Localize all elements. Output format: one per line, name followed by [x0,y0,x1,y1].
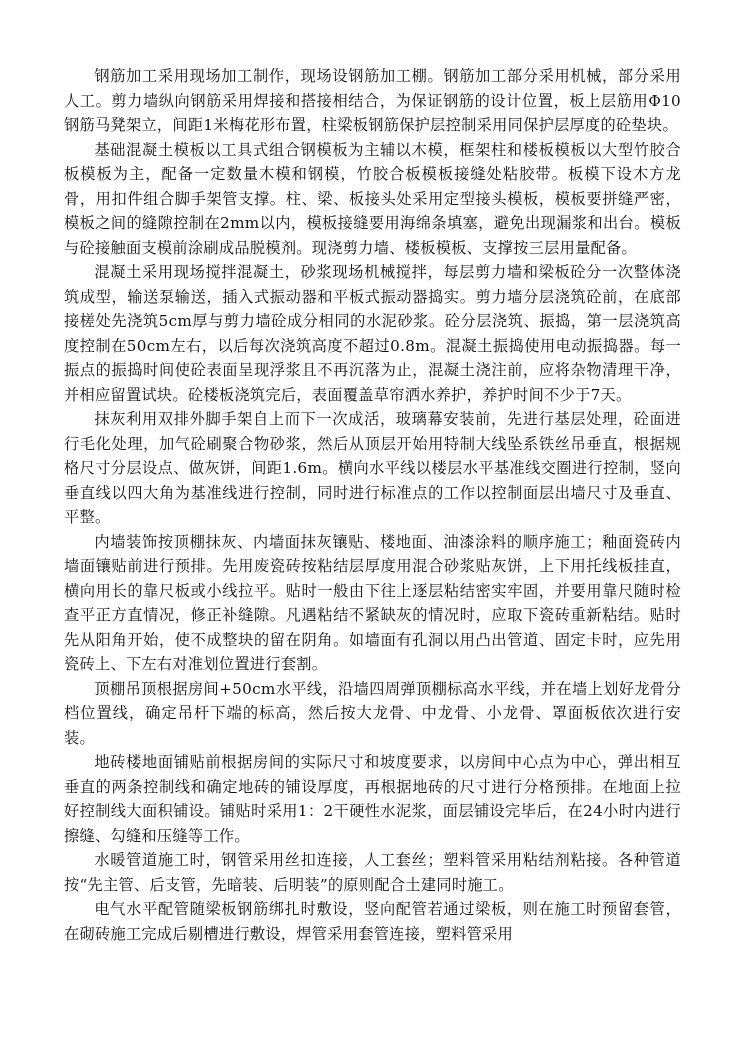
paragraph-concrete: 混凝土采用现场搅拌混凝土，砂浆现场机械搅拌，每层剪力墙和梁板砼分一次整体浇筑成型，输送泵输送，插入式振动器和平板式振动器捣实。剪力墙分层浇筑砼前，在底部接槎处先浇筑5cm厚与剪力墙砼成分相同的水泥砂浆。砼分层浇筑、振捣，第一层浇筑高度控制在50cm左右，以后每次浇筑高度不超过0.8m。混凝土振捣使用电动振捣器。每一振点的振捣时间使砼表面呈现浮浆且不再沉落为止，混凝土浇注前，应将杂物清理干净，并相应留置试块。砼楼板浇筑完后，表面覆盖草帘洒水养护，养护时间不少于7天。 [64,263,681,404]
paragraph-plumbing: 水暖管道施工时，钢管采用丝扣连接，人工套丝；塑料管采用粘结剂粘接。各种管道按“先主管、后支管，先暗装、后明装”的原则配合土建同时施工。 [64,851,681,894]
paragraph-interior-finishing: 内墙装饰按顶棚抹灰、内墙面抹灰镶贴、楼地面、油漆涂料的顺序施工；釉面瓷砖内墙面镶贴前进行预排。先用废瓷砖按粘结层厚度用混合砂浆贴灰饼，上下用托线板挂直，横向用长的靠尺板或小线拉平。贴时一般由下往上逐层粘结密实牢固，并要用靠尺随时检查平正方直情况，修正补缝隙。凡遇粘结不紧缺灰的情况时，应取下瓷砖重新粘结。贴时先从阳角开始，使不成整块的留在阴角。如墙面有孔洞以用凸出管道、固定卡时，应先用瓷砖上、下左右对准划位置进行套割。 [64,532,681,673]
paragraph-electrical: 电气水平配管随梁板钢筋绑扎时敷设，竖向配管若通过梁板，则在施工时预留套管，在砌砖施工完成后剔槽进行敷设，焊管采用套管连接，塑料管采用 [64,900,681,943]
paragraph-rebar-processing: 钢筋加工采用现场加工制作，现场设钢筋加工棚。钢筋加工部分采用机械，部分采用人工。剪力墙纵向钢筋采用焊接和搭接相结合，为保证钢筋的设计位置，板上层筋用Φ10钢筋马凳架立，间距1米梅花形布置，柱梁板钢筋保护层控制采用同保护层厚度的砼垫块。 [64,67,681,134]
paragraph-plastering: 抹灰利用双排外脚手架自上而下一次成活，玻璃幕安装前，先进行基层处理，砼面进行毛化处理，加气砼刷聚合物砂浆，然后从顶层开始用特制大线坠系铁丝吊垂直，根据规格尺寸分层设点、做灰饼，间距1.6m。横向水平线以楼层水平基准线交圈进行控制，竖向垂直线以四大角为基准线进行控制，同时进行标准点的工作以控制面层出墙尺寸及垂直、平整。 [64,410,681,526]
paragraph-ceiling: 顶棚吊顶根据房间+50cm水平线，沿墙四周弹顶棚标高水平线，并在墙上划好龙骨分档位置线，确定吊杆下端的标高，然后按大龙骨、中龙骨、小龙骨、罩面板依次进行安装。 [64,679,681,747]
paragraph-formwork: 基础混凝土模板以工具式组合钢模板为主辅以木模，框架柱和楼板模板以大型竹胶合板模板为主，配备一定数量木模和钢模，竹胶合板模板接缝处粘胶带。板模下设木方龙骨，用扣件组合脚手架管支撑。柱、梁、板接头处采用定型接头模板，模板要拼缝严密，模板之间的缝隙控制在2mm以内，模板接缝要用海绵条填塞，避免出现漏浆和出台。模板与砼接触面支模前涂刷成品脱模剂。现浇剪力墙、楼板模板、支撑按三层用量配备。 [64,140,681,257]
paragraph-floor-tiles: 地砖楼地面铺贴前根据房间的实际尺寸和坡度要求，以房间中心点为中心，弹出相互垂直的两条控制线和确定地砖的铺设厚度，再根据地砖的尺寸进行分格预排。在地面上拉好控制线大面积铺设。铺贴时采用1：2干硬性水泥浆，面层铺设完毕后，在24小时内进行擦缝、勾缝和压缝等工作。 [64,753,681,845]
document-body [64,64,681,946]
